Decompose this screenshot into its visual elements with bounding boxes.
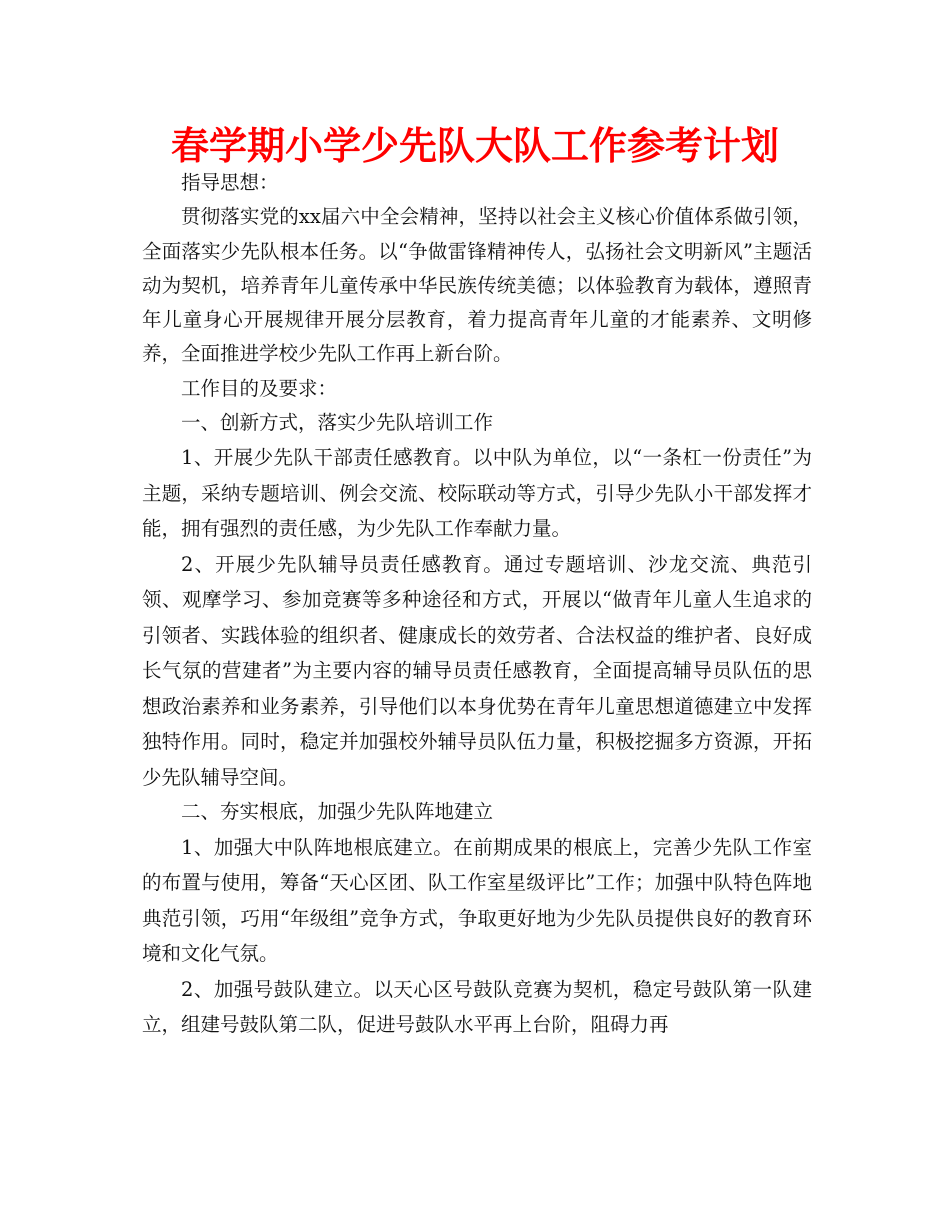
paragraph-guiding-content: 贯彻落实党的xx届六中全会精神，坚持以社会主义核心价值体系做引领，全面落实少先队根本任务。以“争做雷锋精神传人，弘扬社会文明新风”主题活动为契机，培养青年儿童传承中华民族传统美德；以体验教育为载体，遵照青年儿童身心开展规律开展分层教育，着力提高青年儿童的才能素养、文明修养，全面推进学校少先队工作再上新台阶。 [142,205,812,366]
document-title: 春学期小学少先队大队工作参考计划 [170,124,779,168]
paragraph-cadre-education: 1、开展少先队干部责任感教育。以中队为单位，以“一条杠一份责任”为主题，采纳专题培训、例会交流、校际联动等方式，引导少先队小干部发挥才能，拥有强烈的责任感，为少先队工作奉献力量。 [142,446,812,541]
paragraph-goals-heading: 工作目的及要求： [181,376,338,400]
paragraph-position-building: 1、加强大中队阵地根底建立。在前期成果的根底上，完善少先队工作室的布置与使用，筹备“天心区团、队工作室星级评比”工作；加强中队特色阵地典范引领，巧用“年级组”竞争方式，争取更好地为少先队员提供良好的教育环境和文化气氛。 [142,835,812,966]
paragraph-drum-band: 2、加强号鼓队建立。以天心区号鼓队竞赛为契机，稳定号鼓队第一队建立，组建号鼓队第二队，促进号鼓队水平再上台阶，阻碍力再 [142,977,812,1037]
section-heading-foundation: 二、夯实根底，加强少先队阵地建立 [181,800,494,824]
section-heading-innovation: 一、创新方式，落实少先队培训工作 [181,411,494,435]
document-body [142,166,812,1043]
paragraph-counselor-education: 2、开展少先队辅导员责任感教育。通过专题培训、沙龙交流、典范引领、观摩学习、参加竞赛等多种途径和方式，开展以“做青年儿童人生追求的引领者、实践体验的组织者、健康成长的效劳者、合法权益的维护者、良好成长气氛的营建者”为主要内容的辅导员责任感教育，全面提高辅导员队伍的思想政治素养和业务素养，引导他们以本身优势在青年儿童思想道德建立中发挥独特作用。同时，稳定并加强校外辅导员队伍力量，积极挖掘多方资源，开拓少先队辅导空间。 [142,552,812,789]
paragraph-guiding-heading: 指导思想： [181,171,279,194]
